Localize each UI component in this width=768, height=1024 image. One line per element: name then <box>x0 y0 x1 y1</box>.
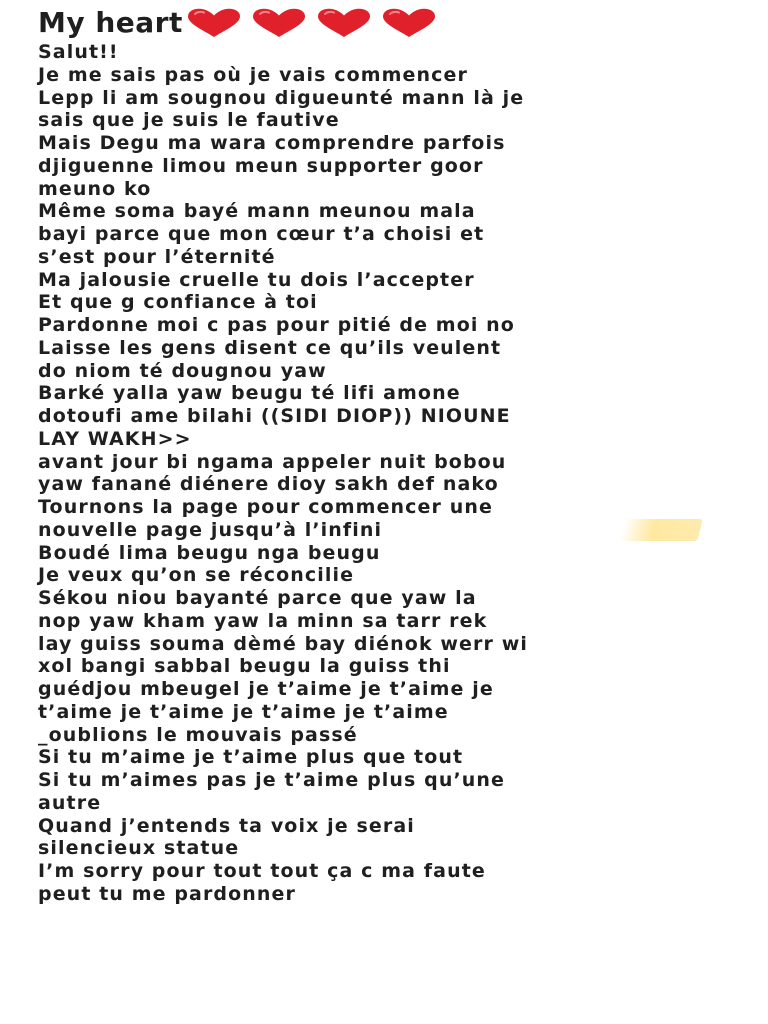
text-line: Pardonne moi c pas pour pitié de moi no <box>38 314 515 336</box>
text-line: nouvelle page jusqu’à l’infini <box>38 518 383 541</box>
heart-emoji-group <box>185 8 445 38</box>
text-line: lay guiss souma dèmé bay diénok werr wi <box>38 632 528 655</box>
text-line: Je veux qu’on se réconcilie <box>38 564 355 587</box>
note-text <box>38 41 758 906</box>
text-line: peut tu me pardonner <box>38 882 296 905</box>
text-line: t’aime je t’aime je t’aime je t’aime <box>38 700 449 723</box>
text-line: bayi parce que mon cœur t’a choisi et <box>38 223 485 245</box>
red-heart-icon <box>315 8 373 38</box>
red-heart-icon <box>185 8 243 38</box>
text-line: Mais Degu ma wara comprendre parfois <box>38 132 506 154</box>
red-heart-icon <box>380 8 438 38</box>
text-line: Quand j’entends ta voix je serai <box>38 814 415 837</box>
text-line: meuno ko <box>38 177 152 200</box>
text-line: Si tu m’aime je t’aime plus que tout <box>38 746 464 769</box>
note-title: My heart <box>38 6 183 39</box>
text-line: s’est pour l’éternité <box>38 245 276 268</box>
text-line: Je me sais pas où je vais commencer <box>38 63 468 86</box>
text-line: dotoufi ame bilahi ((SIDI DIOP)) NIOUNE <box>38 405 511 427</box>
text-line: Si tu m’aimes pas je t’aime plus qu’une <box>38 769 506 791</box>
text-line: Même soma bayé mann meunou mala <box>38 200 476 223</box>
text-line: xol bangi sabbal beugu la guiss thi <box>38 655 451 678</box>
text-line: Salut!! <box>38 41 119 63</box>
text-line: Laisse les gens disent ce qu’ils veulent <box>38 336 502 359</box>
text-line: Ma jalousie cruelle tu dois l’accepter <box>38 268 475 291</box>
text-line: yaw fanané diénere dioy sakh def nako <box>38 473 499 496</box>
text-line: guédjou mbeugel je t’aime je t’aime je <box>38 678 494 700</box>
text-line: Barké yalla yaw beugu té lifi amone <box>38 382 461 405</box>
text-line: djiguenne limou meun supporter goor <box>38 154 484 177</box>
text-line: I’m sorry pour tout tout ça c ma faute <box>38 860 486 882</box>
red-heart-icon <box>250 8 308 38</box>
text-line: Lepp li am sougnou digueunté mann là je <box>38 86 525 109</box>
text-line: Tournons la page pour commencer une <box>38 496 493 518</box>
text-line: sais que je suis le fautive <box>38 109 340 132</box>
text-line: avant jour bi ngama appeler nuit bobou <box>38 450 507 473</box>
text-line: silencieux statue <box>38 837 240 860</box>
text-line: Et que g confiance à toi <box>38 291 318 314</box>
text-line: do niom té dougnou yaw <box>38 359 327 382</box>
text-line: Boudé lima beugu nga beugu <box>38 541 381 564</box>
text-line: Sékou niou bayanté parce que yaw la <box>38 587 477 609</box>
title-row <box>38 6 758 40</box>
text-line: nop yaw kham yaw la minn sa tarr rek <box>38 609 488 632</box>
text-line: autre <box>38 791 102 814</box>
text-line: LAY WAKH>> <box>38 427 192 450</box>
text-line: _oublions le mouvais passé <box>38 723 358 746</box>
note-body <box>38 6 758 906</box>
